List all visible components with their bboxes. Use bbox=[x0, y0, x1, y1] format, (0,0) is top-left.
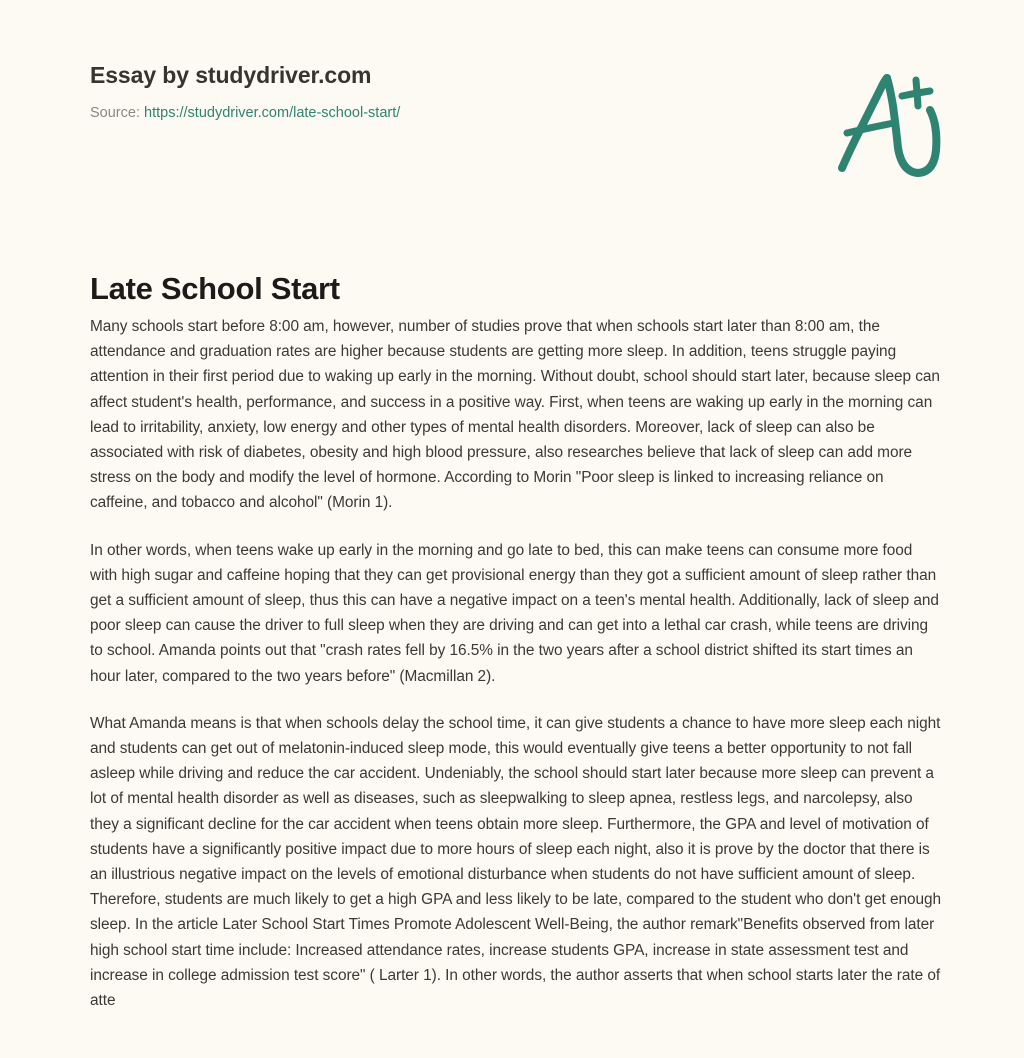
page-header bbox=[90, 62, 940, 182]
essay-paragraph: In other words, when teens wake up early in the morning and go late to bed, this can make teens can consume more food with high sugar and caffeine hoping that they can get provisional energy than they got a sufficient amount of sleep rather than get a sufficient amount of sleep, thus this can have a negative impact on a teen's mental health. Additionally, lack of sleep and poor sleep can cause the driver to full sleep when they are driving and can get into a lethal car crash, while teens are driving to school. Amanda points out that "crash rates fell by 16.5% in the two years after a school district shifted its start times an hour later, compared to the two years before" (Macmillan 2). bbox=[90, 541, 939, 685]
essay-paragraph: What Amanda means is that when schools delay the school time, it can give students a chance to have more sleep each night and students can get out of melatonin-induced sleep mode, this would eventually give teens a better opportunity to not fall asleep while driving and reduce the car accident. Undeniably, the school should start later because more sleep can prevent a lot of mental health disorder as well as diseases, such as sleepwalking to sleep apnea, restless legs, and narcolepsy, also they a significant decline for the car accident when teens obtain more sleep. Furthermore, the GPA and level of motivation of students have a significantly positive impact due to more hours of sleep each night, also it is prove by the doctor that there is an illustrious negative impact on the levels of emotional disturbance when students do not have sufficient amount of sleep. Therefore, students are much likely to get a high GPA and less likely to be late, compared to the student who don't get enough sleep. In the article Later School Start Times Promote Adolescent Well-Being, the author remark"Benefits observed from later high school start time include: Increased attendance rates, increase students GPA, increase in state assessment test and increase in college admission test score" ( Larter 1). In other words, the author asserts that when school starts later the rate of atte bbox=[90, 714, 942, 1010]
source-label: Source: bbox=[90, 104, 140, 121]
studydriver-logo bbox=[830, 58, 950, 188]
essay-body bbox=[90, 314, 942, 1013]
source-url-link[interactable]: https://studydriver.com/late-school-start/ bbox=[144, 104, 401, 121]
essay-paragraph: Many schools start before 8:00 am, however, number of studies prove that when schools start later than 8:00 am, the attendance and graduation rates are higher because students are getting more sleep. In addition, teens struggle paying attention in their first period due to waking up early in the morning. Without doubt, school should start later, because sleep can affect student's health, performance, and success in a positive way. First, when teens are waking up early in the morning can lead to irritability, anxiety, low energy and other types of mental health disorders. Moreover, lack of sleep can also be associated with risk of diabetes, obesity and high blood pressure, also researches believe that lack of sleep can add more stress on the body and modify the level of hormone. According to Morin "Poor sleep is linked to increasing reliance on caffeine, and tobacco and alcohol" (Morin 1). bbox=[90, 318, 940, 512]
source-line bbox=[90, 104, 940, 123]
brand-label: Essay by studydriver.com bbox=[90, 62, 372, 88]
page-title: Late School Start bbox=[90, 270, 340, 306]
